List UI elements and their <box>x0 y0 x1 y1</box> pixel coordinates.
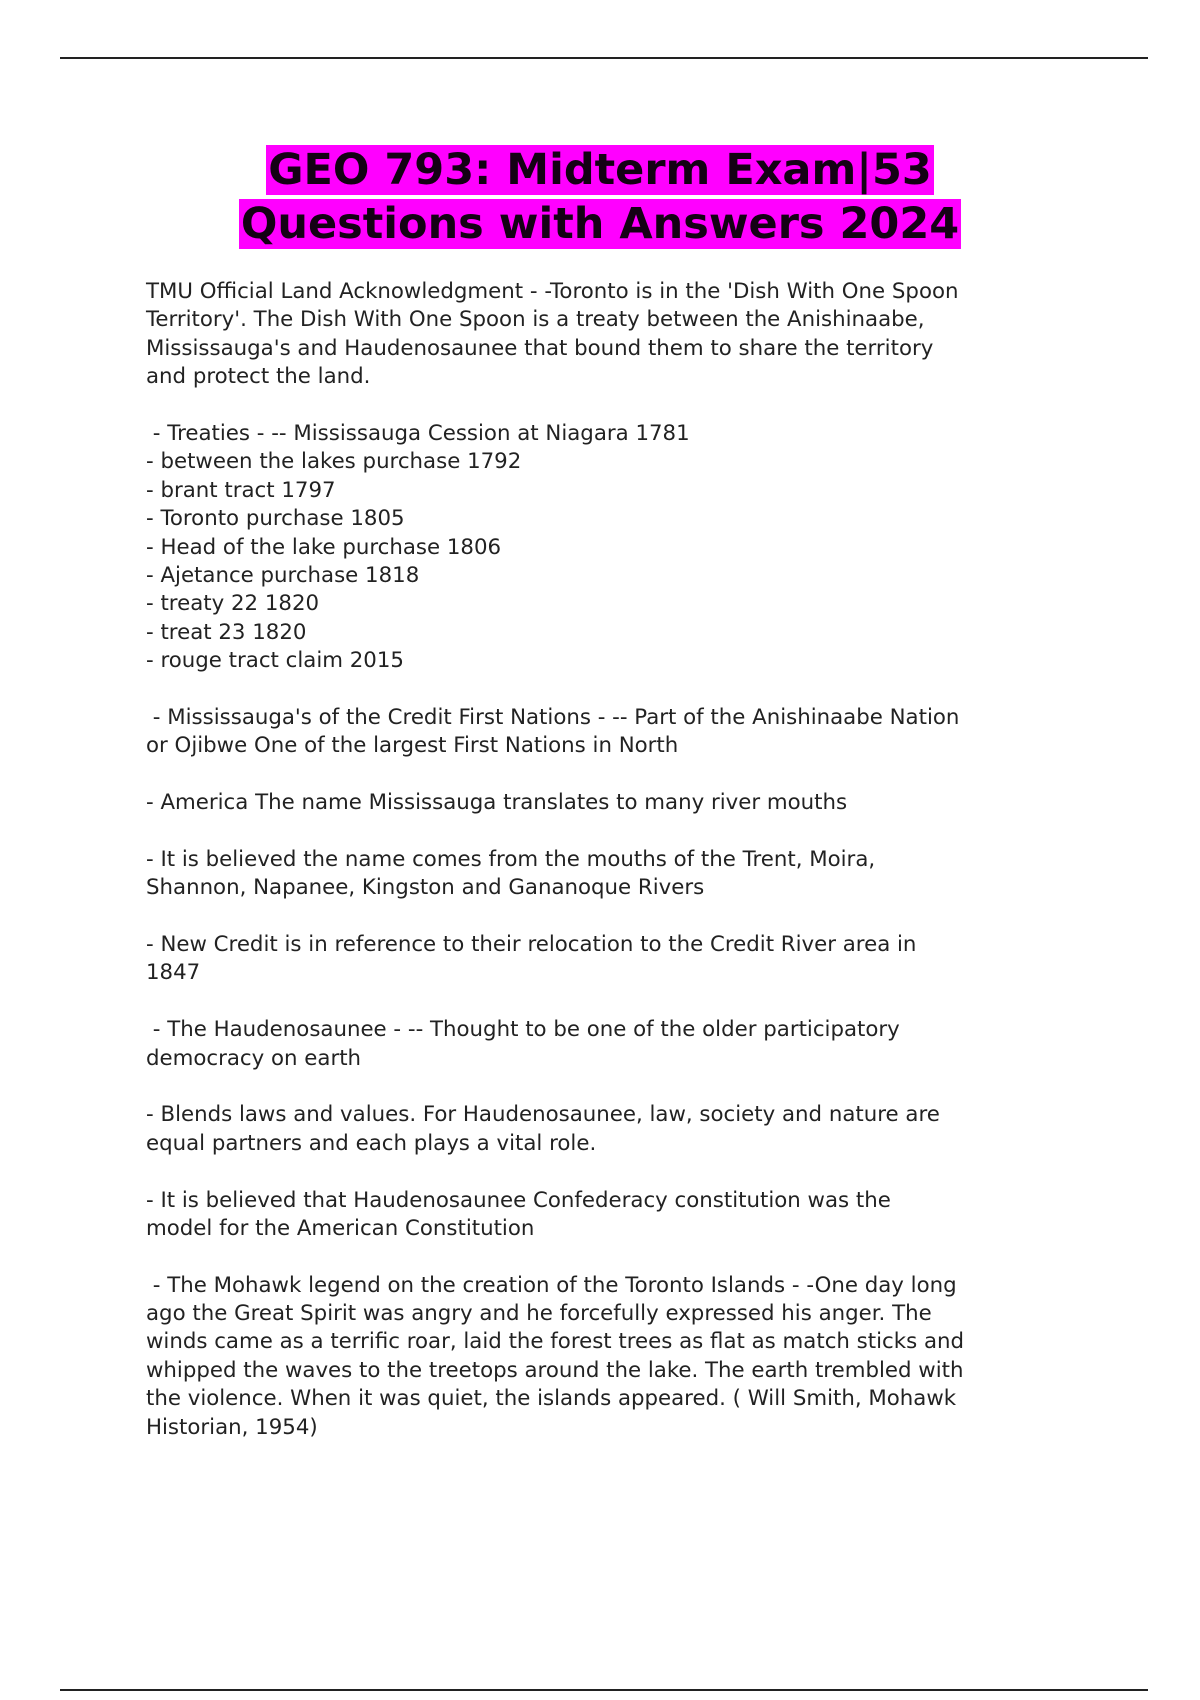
paragraph <box>146 931 1126 988</box>
document-title <box>0 143 1200 251</box>
text-line: Territory'. The Dish With One Spoon is a treaty between the Anishinaabe, <box>146 307 925 333</box>
paragraph-gap <box>146 817 1126 845</box>
title-line-1: GEO 793: Midterm Exam|53 <box>268 145 932 195</box>
paragraph <box>146 1272 1126 1442</box>
paragraph-gap <box>146 761 1126 789</box>
paragraph <box>146 278 1126 392</box>
text-line: TMU Official Land Acknowledgment - -Toronto is in the 'Dish With One Spoon <box>146 279 959 304</box>
paragraph-gap <box>146 988 1126 1016</box>
paragraph-gap <box>146 392 1126 420</box>
text-line: Mississauga's and Haudenosaunee that bound them to share the territory <box>146 335 934 361</box>
text-line: ago the Great Spirit was angry and he forcefully expressed his anger. The <box>146 1301 932 1327</box>
text-line: - New Credit is in reference to their relocation to the Credit River area in <box>146 931 917 957</box>
text-line: - The Mohawk legend on the creation of the Toronto Islands - -One day long <box>146 1272 957 1298</box>
text-line: Historian, 1954) <box>146 1414 318 1440</box>
paragraph-gap <box>146 675 1126 703</box>
paragraph <box>146 789 1126 817</box>
paragraph-gap <box>146 1158 1126 1186</box>
paragraph <box>146 420 1126 676</box>
text-line: - Toronto purchase 1805 <box>146 506 405 532</box>
document-body <box>146 278 1126 1442</box>
text-line: - between the lakes purchase 1792 <box>146 449 522 475</box>
text-line: or Ojibwe One of the largest First Nations in North <box>146 733 679 759</box>
text-line: - Head of the lake purchase 1806 <box>146 534 502 560</box>
text-line: democracy on earth <box>146 1045 362 1071</box>
text-line: the violence. When it was quiet, the islands appeared. ( Will Smith, Mohawk <box>146 1386 957 1412</box>
text-line: - The Haudenosaunee - -- Thought to be one of the older participatory <box>146 1017 900 1043</box>
paragraph-gap <box>146 903 1126 931</box>
text-line: and protect the land. <box>146 364 371 390</box>
title-line-2: Questions with Answers 2024 <box>240 199 960 249</box>
paragraph <box>146 704 1126 761</box>
footer-rule <box>60 1689 1148 1691</box>
text-line: - rouge tract claim 2015 <box>146 648 404 674</box>
text-line: - America The name Mississauga translates to many river mouths <box>146 790 848 816</box>
text-line: - treaty 22 1820 <box>146 591 320 617</box>
text-line: winds came as a terrific roar, laid the forest trees as flat as match sticks and <box>146 1329 965 1355</box>
text-line: - Blends laws and values. For Haudenosaunee, law, society and nature are <box>146 1102 940 1128</box>
paragraph <box>146 1187 1126 1244</box>
text-line: whipped the waves to the treetops around the lake. The earth trembled with <box>146 1357 964 1383</box>
paragraph-gap <box>146 1243 1126 1271</box>
paragraph <box>146 846 1126 903</box>
text-line: - brant tract 1797 <box>146 477 336 503</box>
text-line: - It is believed the name comes from the mouths of the Trent, Moira, <box>146 846 876 872</box>
paragraph-gap <box>146 1073 1126 1101</box>
text-line: Shannon, Napanee, Kingston and Gananoque Rivers <box>146 875 705 901</box>
text-line: - treat 23 1820 <box>146 619 307 645</box>
text-line: - It is believed that Haudenosaunee Confederacy constitution was the <box>146 1187 891 1213</box>
text-line: equal partners and each plays a vital role. <box>146 1130 597 1156</box>
text-line: 1847 <box>146 960 201 986</box>
paragraph <box>146 1016 1126 1073</box>
paragraph <box>146 1101 1126 1158</box>
text-line: - Treaties - -- Mississauga Cession at Niagara 1781 <box>146 420 690 446</box>
header-rule <box>60 57 1148 59</box>
text-line: - Mississauga's of the Credit First Nations - -- Part of the Anishinaabe Nation <box>146 704 960 730</box>
text-line: - Ajetance purchase 1818 <box>146 562 420 588</box>
text-line: model for the American Constitution <box>146 1215 535 1241</box>
